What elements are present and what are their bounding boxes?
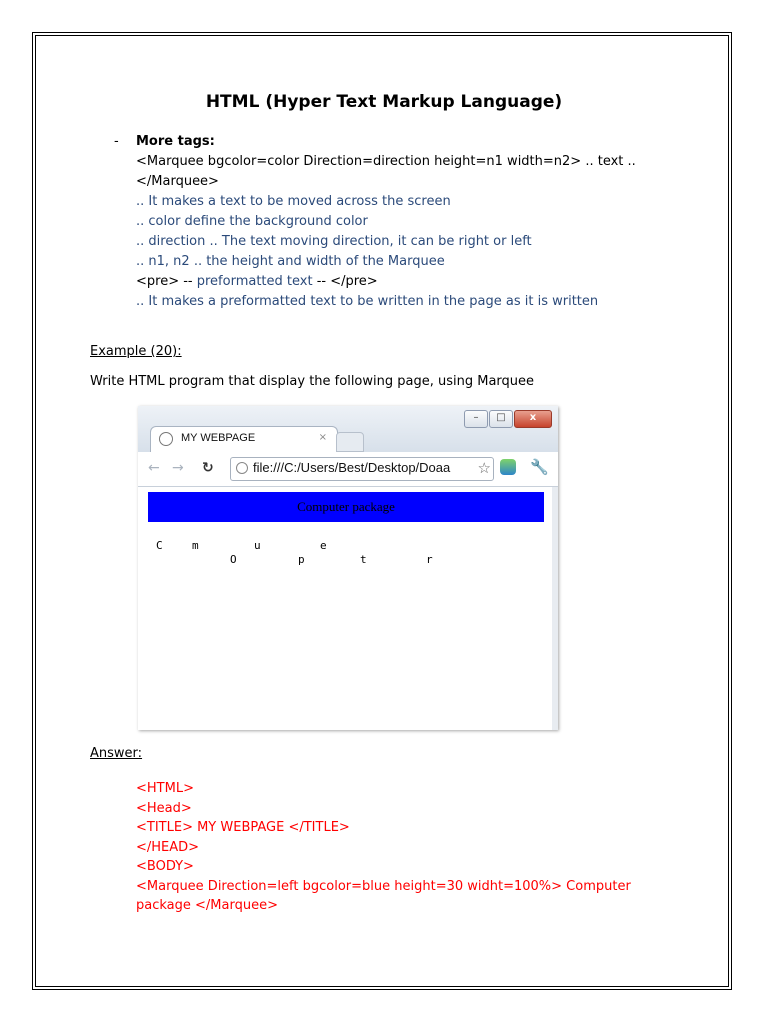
forward-arrow-icon[interactable]: → xyxy=(172,460,184,476)
list-bullet: - xyxy=(114,134,119,149)
tag-line: .. color define the background color xyxy=(136,214,368,229)
pre-middle: preformatted text xyxy=(196,274,313,289)
window-controls xyxy=(463,410,552,428)
marquee-letter: r xyxy=(426,553,433,566)
address-bar[interactable] xyxy=(230,457,494,481)
browser-viewport xyxy=(138,487,552,730)
viewport-edge xyxy=(552,487,558,730)
example-description: Write HTML program that display the following page, using Marquee xyxy=(90,374,535,389)
marquee-bar: Computer package xyxy=(148,492,544,522)
pre-close: -- </pre> xyxy=(312,274,378,289)
browser-toolbar xyxy=(138,452,558,487)
close-button[interactable]: x xyxy=(514,410,552,428)
maximize-button[interactable]: □ xyxy=(489,410,513,428)
skype-extension-icon[interactable] xyxy=(500,459,516,475)
tag-line: .. n1, n2 .. the height and width of the Marquee xyxy=(136,254,445,269)
marquee-letter: u xyxy=(254,539,261,552)
tag-line: .. It makes a preformatted text to be written in the page as it is written xyxy=(136,294,599,309)
marquee-letter: m xyxy=(192,539,199,552)
tag-line: .. direction .. The text moving direction, it can be right or left xyxy=(136,234,532,249)
marquee-letter: O xyxy=(230,553,237,566)
pre-tag-line xyxy=(136,272,696,292)
answer-heading: Answer: xyxy=(90,746,143,761)
wrench-icon[interactable]: 🔧 xyxy=(530,458,549,476)
star-icon[interactable]: ☆ xyxy=(477,459,491,477)
tag-line: </Marquee> xyxy=(136,174,219,189)
example-heading: Example (20): xyxy=(90,344,182,359)
code-line: <Head> xyxy=(136,800,192,816)
browser-tab[interactable] xyxy=(150,426,338,453)
tab-title: MY WEBPAGE xyxy=(181,432,256,444)
document-title: HTML (Hyper Text Markup Language) xyxy=(205,92,563,112)
code-line: <HTML> xyxy=(136,781,194,796)
pre-open: <pre> -- xyxy=(136,274,197,289)
globe-icon xyxy=(236,462,248,474)
browser-titlebar xyxy=(138,406,558,452)
code-line: </HEAD> xyxy=(136,839,200,855)
answer-code xyxy=(136,779,676,916)
code-line: <Marquee Direction=left bgcolor=blue height=30 widht=100%> Computer package </Marquee> xyxy=(136,878,635,913)
tag-line: <Marquee bgcolor=color Direction=direction height=n1 width=n2> .. text .. xyxy=(136,154,636,169)
tag-line: .. It makes a text to be moved across the screen xyxy=(136,194,451,209)
reload-icon[interactable]: ↻ xyxy=(202,460,214,476)
minimize-button[interactable]: – xyxy=(464,410,488,428)
new-tab-button[interactable] xyxy=(336,432,364,452)
code-line: <TITLE> MY WEBPAGE </TITLE> xyxy=(136,820,350,835)
more-tags-lines xyxy=(136,132,696,312)
marquee-letter: C xyxy=(156,539,163,552)
globe-icon xyxy=(159,432,173,446)
code-line: <BODY> xyxy=(136,859,194,874)
url-text: file:///C:/Users/Best/Desktop/Doaa xyxy=(253,460,451,475)
scattered-letters xyxy=(138,487,552,730)
marquee-letter: t xyxy=(360,553,367,566)
back-arrow-icon[interactable]: ← xyxy=(148,460,160,476)
marquee-letter: p xyxy=(298,553,305,566)
browser-screenshot xyxy=(138,406,558,730)
marquee-letter: e xyxy=(320,539,327,552)
tab-close-icon[interactable]: × xyxy=(318,432,327,443)
more-tags-heading: More tags: xyxy=(136,134,215,149)
